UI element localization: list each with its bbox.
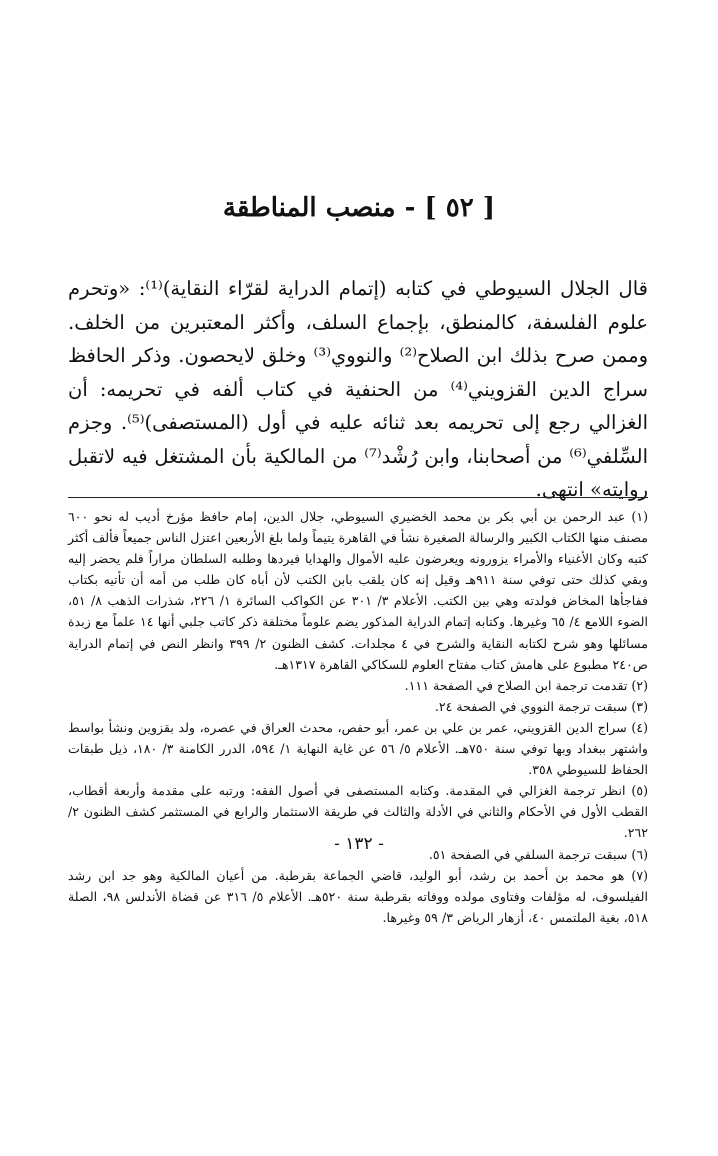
footnote-7: (٧) هو محمد بن أحمد بن رشد، أبو الوليد، قاضي الجماعة بقرطبة. من أعيان المالكية وهو جد ابن رشد الفيلسوف، له مؤلفات وفتاوى مولده ووفاته بقرطبة سنة ٥٢٠هـ. الأعلام ٥/ ٣١٦ عن قضاة الأندلس ٩٨، الصلة ٥١٨، بغية الملتمس ٤٠، أزهار الرياض ٣/ ٥٩ وغيرها. xyxy=(68,867,648,925)
main-paragraph: قال الجلال السيوطي في كتابه (إتمام الدراية لقرّاء النقاية)⁽¹⁾: «وتحرم علوم الفلسفة، كالمنطق، بإجماع السلف، وأكثر المعتبرين من الخلف. وممن صرح بذلك ابن الصلاح⁽²⁾ والنووي⁽³⁾ وخلق لايحصون. وذكر الحافظ سراج الدين القزويني⁽⁴⁾ من الحنفية في كتاب ألفه في تحريمه: أن الغزالي رجع إلى تحريمه بعد ثنائه عليه في أول (المستصفى)⁽⁵⁾. وجزم السِّلفي⁽⁶⁾ من أصحابنا، وابن رُشْد⁽⁷⁾ من المالكية بأن المشتغل فيه لاتقبل روايته» انتهى. xyxy=(68,277,648,501)
footnote-3: (٣) سبقت ترجمة النووي في الصفحة ٢٤. xyxy=(434,698,648,714)
chapter-title: [ ٥٢ ] - منصب المناطقة xyxy=(222,193,496,223)
footnote-5: (٥) انظر ترجمة الغزالي في المقدمة. وكتابه المستصفى في أصول الفقه: ورتبه على مقدمة وأربعة أقطاب، القطب الأول في الأحكام والثاني في الأدلة والثالث في طريقة الاستثمار والرابع في المستثمر كشف الظنون ٢/ ٢٦٢. xyxy=(68,783,648,841)
footnote-2: (٢) تقدمت ترجمة ابن الصلاح في الصفحة ١١١. xyxy=(404,677,648,693)
footnotes-list xyxy=(68,506,648,928)
footnote-6: (٦) سبقت ترجمة السلفي في الصفحة ٥١. xyxy=(428,846,648,862)
page-number: - ١٣٢ - xyxy=(334,834,384,854)
footnote-1: (١) عبد الرحمن بن أبي بكر بن محمد الخضيري السيوطي، جلال الدين، إمام حافظ مؤرخ أديب له نحو ٦٠٠ مصنف منها الكتاب الكبير والرسالة الصغيرة نشأ في القاهرة يتيماً ولما بلغ الأربعين اعتزل الناس جميعاً فألف أكثر كتبه وكان الأغنياء والأمراء يزورونه ويعرضون عليه الأموال والهدايا فيردها وطلبه السلطان مراراً فلم يحضر إليه وبقي كذلك حتى توفي سنة ٩١١هـ وقيل إنه كان يلقب بابن الكتب لأن أباه كان طلب من أمه أن تأتيه بكتاب ففاجأها المخاض فولدته وهي بين الكتب. الأعلام ٣/ ٣٠١ عن الكواكب السائرة ١/ ٢٢٦، شذرات الذهب ٨/ ٥١، الضوء اللامع ٤/ ٦٥ وغيرها. وكتابه إتمام الدراية المذكور يضم علوماً مختلفة ذكر كاتب جلبي أنها ١٤ علماً مع زبدة مسائلها وهو شرح لكتابه النقاية والشرح في ٤ مجلدات. كشف الظنون ٢/ ٣٩٩ وانظر النص في إتمام الدراية ص٢٤٠ مطبوع على هامش كتاب مفتاح العلوم للسكاكي القاهرة ١٣١٧هـ. xyxy=(68,509,648,672)
footnote-4: (٤) سراج الدين القزويني، عمر بن علي بن عمر، أبو حفص، محدث العراق في عصره، ولد بقزوين ونشأ بواسط واشتهر ببغداد وبها توفي سنة ٧٥٠هـ. الأعلام ٥/ ٥٦ عن غاية النهاية ١/ ٥٩٤، الدرر الكامنة ٣/ ١٨٠، ذيل طبقات الحفاظ للسيوطي ٣٥٨. xyxy=(68,719,648,778)
footnote-divider xyxy=(68,497,648,498)
